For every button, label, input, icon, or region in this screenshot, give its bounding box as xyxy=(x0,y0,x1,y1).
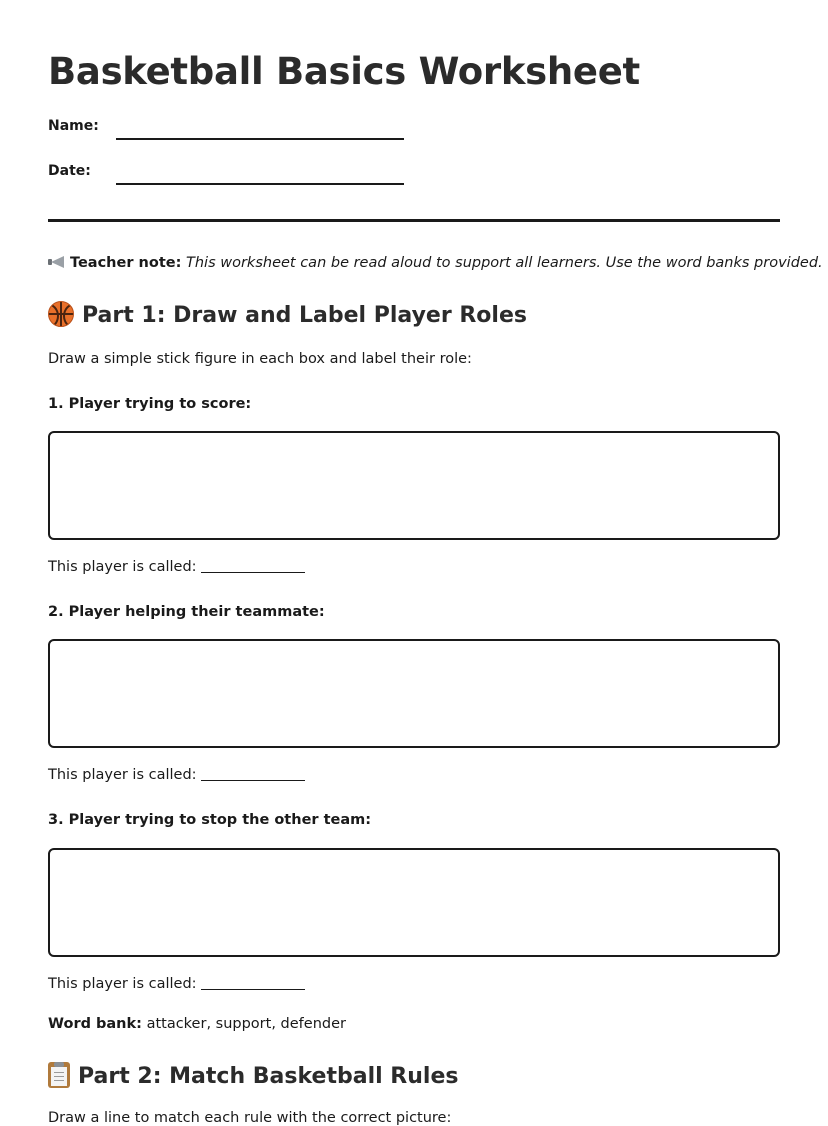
word-bank xyxy=(48,1016,346,1032)
question-3-called-text: This player is called: xyxy=(48,976,197,992)
answer-blank-2[interactable] xyxy=(201,780,305,781)
question-3-answer xyxy=(48,976,305,992)
question-1-label: 1. Player trying to score: xyxy=(48,396,252,412)
header-divider xyxy=(48,219,780,222)
name-line[interactable] xyxy=(116,138,404,140)
teacher-note-label: Teacher note: xyxy=(70,255,182,271)
question-2-label: 2. Player helping their teammate: xyxy=(48,604,325,620)
part2-heading xyxy=(48,1062,458,1089)
drawing-box-2[interactable] xyxy=(48,639,780,748)
question-3-label: 3. Player trying to stop the other team: xyxy=(48,812,372,828)
part1-heading xyxy=(48,301,527,328)
clipboard-icon xyxy=(48,1062,70,1088)
name-label: Name: xyxy=(48,118,99,134)
question-1-answer xyxy=(48,559,305,575)
part2-heading-text: Part 2: Match Basketball Rules xyxy=(78,1064,459,1089)
drawing-box-3[interactable] xyxy=(48,848,780,957)
date-field[interactable] xyxy=(48,163,408,187)
part1-instructions: Draw a simple stick figure in each box and label their role: xyxy=(48,351,472,367)
drawing-box-1[interactable] xyxy=(48,431,780,540)
answer-blank-1[interactable] xyxy=(201,572,305,573)
answer-blank-3[interactable] xyxy=(201,989,305,990)
question-2-answer xyxy=(48,767,305,783)
basketball-icon xyxy=(48,301,74,327)
name-field[interactable] xyxy=(48,118,408,142)
word-bank-label: Word bank: xyxy=(48,1016,142,1032)
question-2-called-text: This player is called: xyxy=(48,767,197,783)
question-1-called-text: This player is called: xyxy=(48,559,197,575)
date-label: Date: xyxy=(48,163,91,179)
word-bank-words: attacker, support, defender xyxy=(146,1016,346,1032)
teacher-note xyxy=(48,255,823,271)
date-line[interactable] xyxy=(116,183,404,185)
part1-heading-text: Part 1: Draw and Label Player Roles xyxy=(82,303,527,328)
megaphone-icon xyxy=(48,255,66,269)
teacher-note-text: This worksheet can be read aloud to support all learners. Use the word banks provided. xyxy=(186,255,823,271)
part2-instructions: Draw a line to match each rule with the correct picture: xyxy=(48,1110,452,1126)
page-title: Basketball Basics Worksheet xyxy=(48,50,640,93)
